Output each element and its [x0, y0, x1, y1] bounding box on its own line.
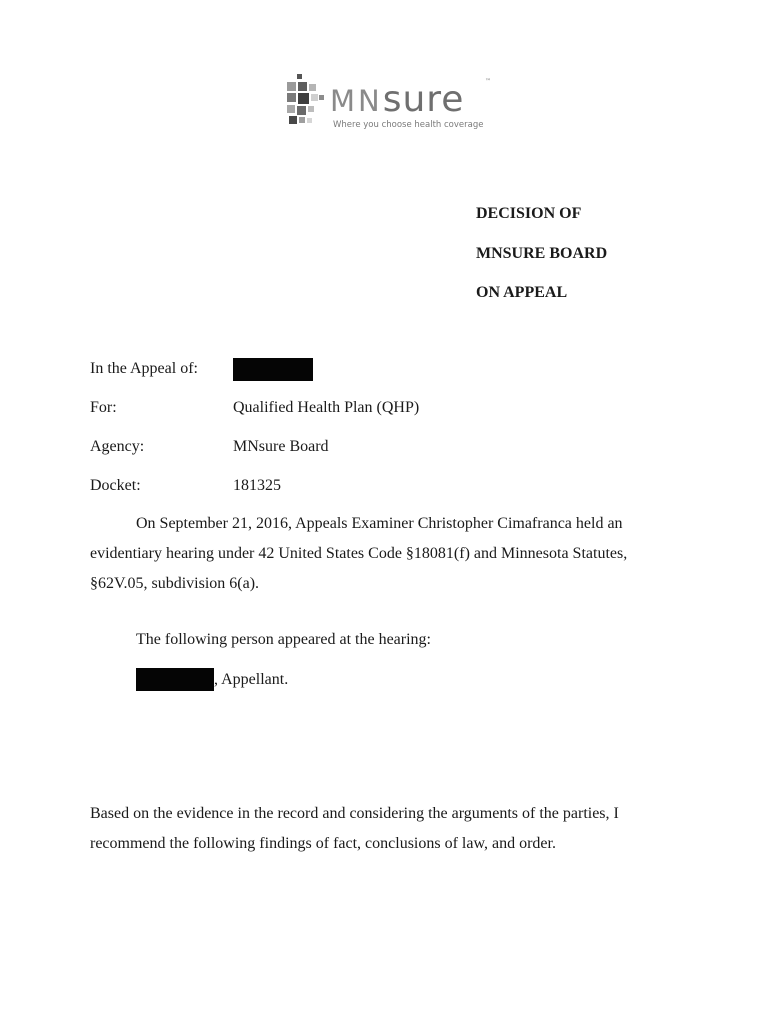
- decision-title-line1: DECISION OF: [476, 205, 582, 222]
- appellant-name-redaction: [233, 358, 313, 381]
- hearing-paragraph-line2: evidentiary hearing under 42 United States Code §18081(f) and Minnesota Statutes,: [90, 545, 628, 562]
- recommendation-line2: recommend the following findings of fact, conclusions of law, and order.: [90, 835, 556, 852]
- agency-label: Agency:: [90, 438, 145, 455]
- appellant-role: , Appellant.: [214, 671, 289, 688]
- logo-tagline: Where you choose health coverage: [333, 120, 484, 130]
- hearing-paragraph-line3: §62V.05, subdivision 6(a).: [90, 575, 260, 592]
- mnsure-pixel-mark-icon: [285, 74, 329, 130]
- decision-title-line2: MNSURE BOARD: [476, 245, 608, 262]
- logo-wordmark: [330, 80, 464, 121]
- recommendation-line1: Based on the evidence in the record and considering the arguments of the parties, I: [90, 805, 619, 822]
- appeal-of-label: In the Appeal of:: [90, 360, 198, 377]
- logo-wordmark-sure: sure: [382, 79, 465, 120]
- docket-label: Docket:: [90, 477, 141, 494]
- docket-value: 181325: [233, 477, 281, 494]
- decision-title-line3: ON APPEAL: [476, 284, 568, 301]
- hearing-paragraph-line1: On September 21, 2016, Appeals Examiner Christopher Cimafranca held an: [136, 515, 623, 532]
- logo-wordmark-mn: MN: [330, 84, 383, 118]
- appellant-appearance-redaction: [136, 668, 214, 691]
- for-value: Qualified Health Plan (QHP): [233, 399, 420, 416]
- for-label: For:: [90, 399, 117, 416]
- appearances-intro: The following person appeared at the hearing:: [136, 631, 431, 648]
- agency-value: MNsure Board: [233, 438, 329, 455]
- mnsure-logo: [285, 74, 495, 134]
- logo-trademark: ™: [485, 78, 491, 85]
